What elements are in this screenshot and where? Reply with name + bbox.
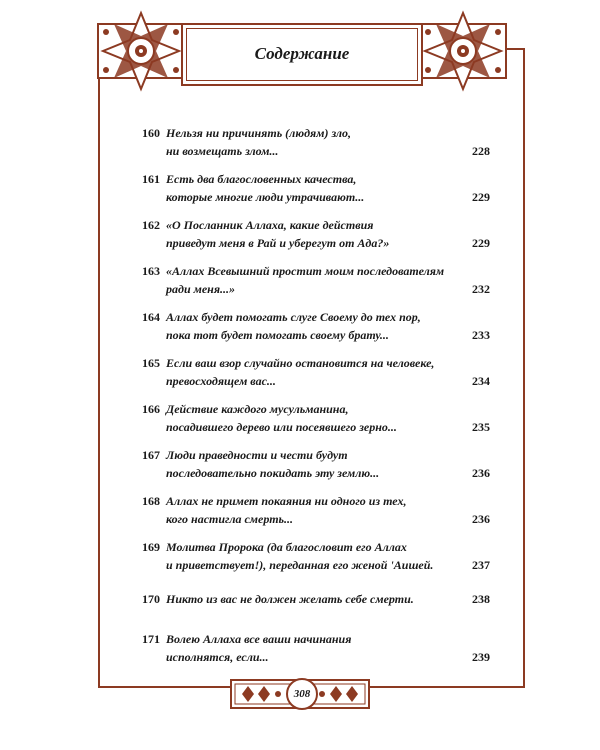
entry-number: 162 [142, 218, 160, 232]
entry-title-line: Молитва Пророка (да благословит его Аллах [166, 540, 407, 554]
entry-page: 239 [472, 650, 490, 664]
entry-page: 236 [472, 512, 490, 526]
toc-entry [138, 492, 490, 528]
entry-number: 164 [142, 310, 160, 324]
entry-title-line: Люди праведности и чести будут [166, 448, 348, 462]
entry-page: 232 [472, 282, 490, 296]
entry-title-line: которые многие люди утрачивают... [166, 190, 365, 204]
toc-entry [138, 262, 490, 298]
page-title: Содержание [254, 44, 350, 63]
entry-title-line: кого настигла смерть... [166, 512, 294, 526]
entry-title-line: Если ваш взор случайно остановится на человеке, [166, 356, 435, 370]
entry-title-line: и приветствует!), переданная его женой 'Аишей. [166, 558, 434, 572]
entry-number: 163 [142, 264, 160, 278]
header-box [181, 23, 423, 86]
entry-page: 236 [472, 466, 490, 480]
entry-number: 165 [142, 356, 160, 370]
entry-page: 234 [472, 374, 490, 388]
entry-number: 166 [142, 402, 160, 416]
entry-title-line: пока тот будет помогать своему брату... [166, 328, 389, 342]
entry-page: 237 [472, 558, 490, 572]
entry-number: 170 [142, 592, 160, 606]
entry-page: 233 [472, 328, 490, 342]
entry-number: 160 [142, 126, 160, 140]
entry-title-line: Аллах будет помогать слуге Своему до тех пор, [166, 310, 421, 324]
entry-number: 171 [142, 632, 160, 646]
entry-title-line: Действие каждого мусульманина, [166, 402, 349, 416]
entry-title-line: ни возмещать злом... [166, 144, 279, 158]
entry-title-line: приведут меня в Рай и уберегут от Ада?» [166, 236, 390, 250]
entry-title-line: посадившего дерево или посеявшего зерно... [166, 420, 397, 434]
toc-entry [138, 170, 490, 206]
entry-title-line: последовательно покидать эту землю... [166, 466, 380, 480]
toc-entry [138, 400, 490, 436]
entry-number: 161 [142, 172, 160, 186]
entry-number: 169 [142, 540, 160, 554]
toc-entry [138, 590, 490, 608]
entry-page: 229 [472, 236, 490, 250]
ornament-top-right [418, 8, 508, 94]
entry-number: 167 [142, 448, 160, 462]
page-number: 308 [286, 678, 318, 710]
entry-title-line: Аллах не примет покаяния ни одного из тех, [166, 494, 407, 508]
entry-title-line: Нельзя ни причинять (людям) зло, [166, 126, 351, 140]
entry-page: 238 [472, 592, 490, 606]
entry-page: 229 [472, 190, 490, 204]
entry-title-line: Никто из вас не должен желать себе смерти. [166, 592, 414, 606]
toc-entry [138, 124, 490, 160]
ornament-top-left [96, 8, 186, 94]
toc-entry [138, 538, 490, 574]
toc-entry [138, 446, 490, 482]
toc-entry [138, 308, 490, 344]
entry-title-line: превосходящем вас... [166, 374, 276, 388]
entry-title-line: Волею Аллаха все ваши начинания [166, 632, 352, 646]
entry-title-line: «Аллах Всевышний простит моим последователям [166, 264, 445, 278]
toc-entry [138, 630, 490, 666]
entry-page: 228 [472, 144, 490, 158]
toc-entry [138, 216, 490, 252]
entry-number: 168 [142, 494, 160, 508]
entry-title-line: ради меня...» [166, 282, 236, 296]
entry-title-line: Есть два благословенных качества, [166, 172, 357, 186]
entry-title-line: «О Посланник Аллаха, какие действия [166, 218, 374, 232]
entry-page: 235 [472, 420, 490, 434]
toc-entry [138, 354, 490, 390]
entry-title-line: исполнятся, если... [166, 650, 269, 664]
